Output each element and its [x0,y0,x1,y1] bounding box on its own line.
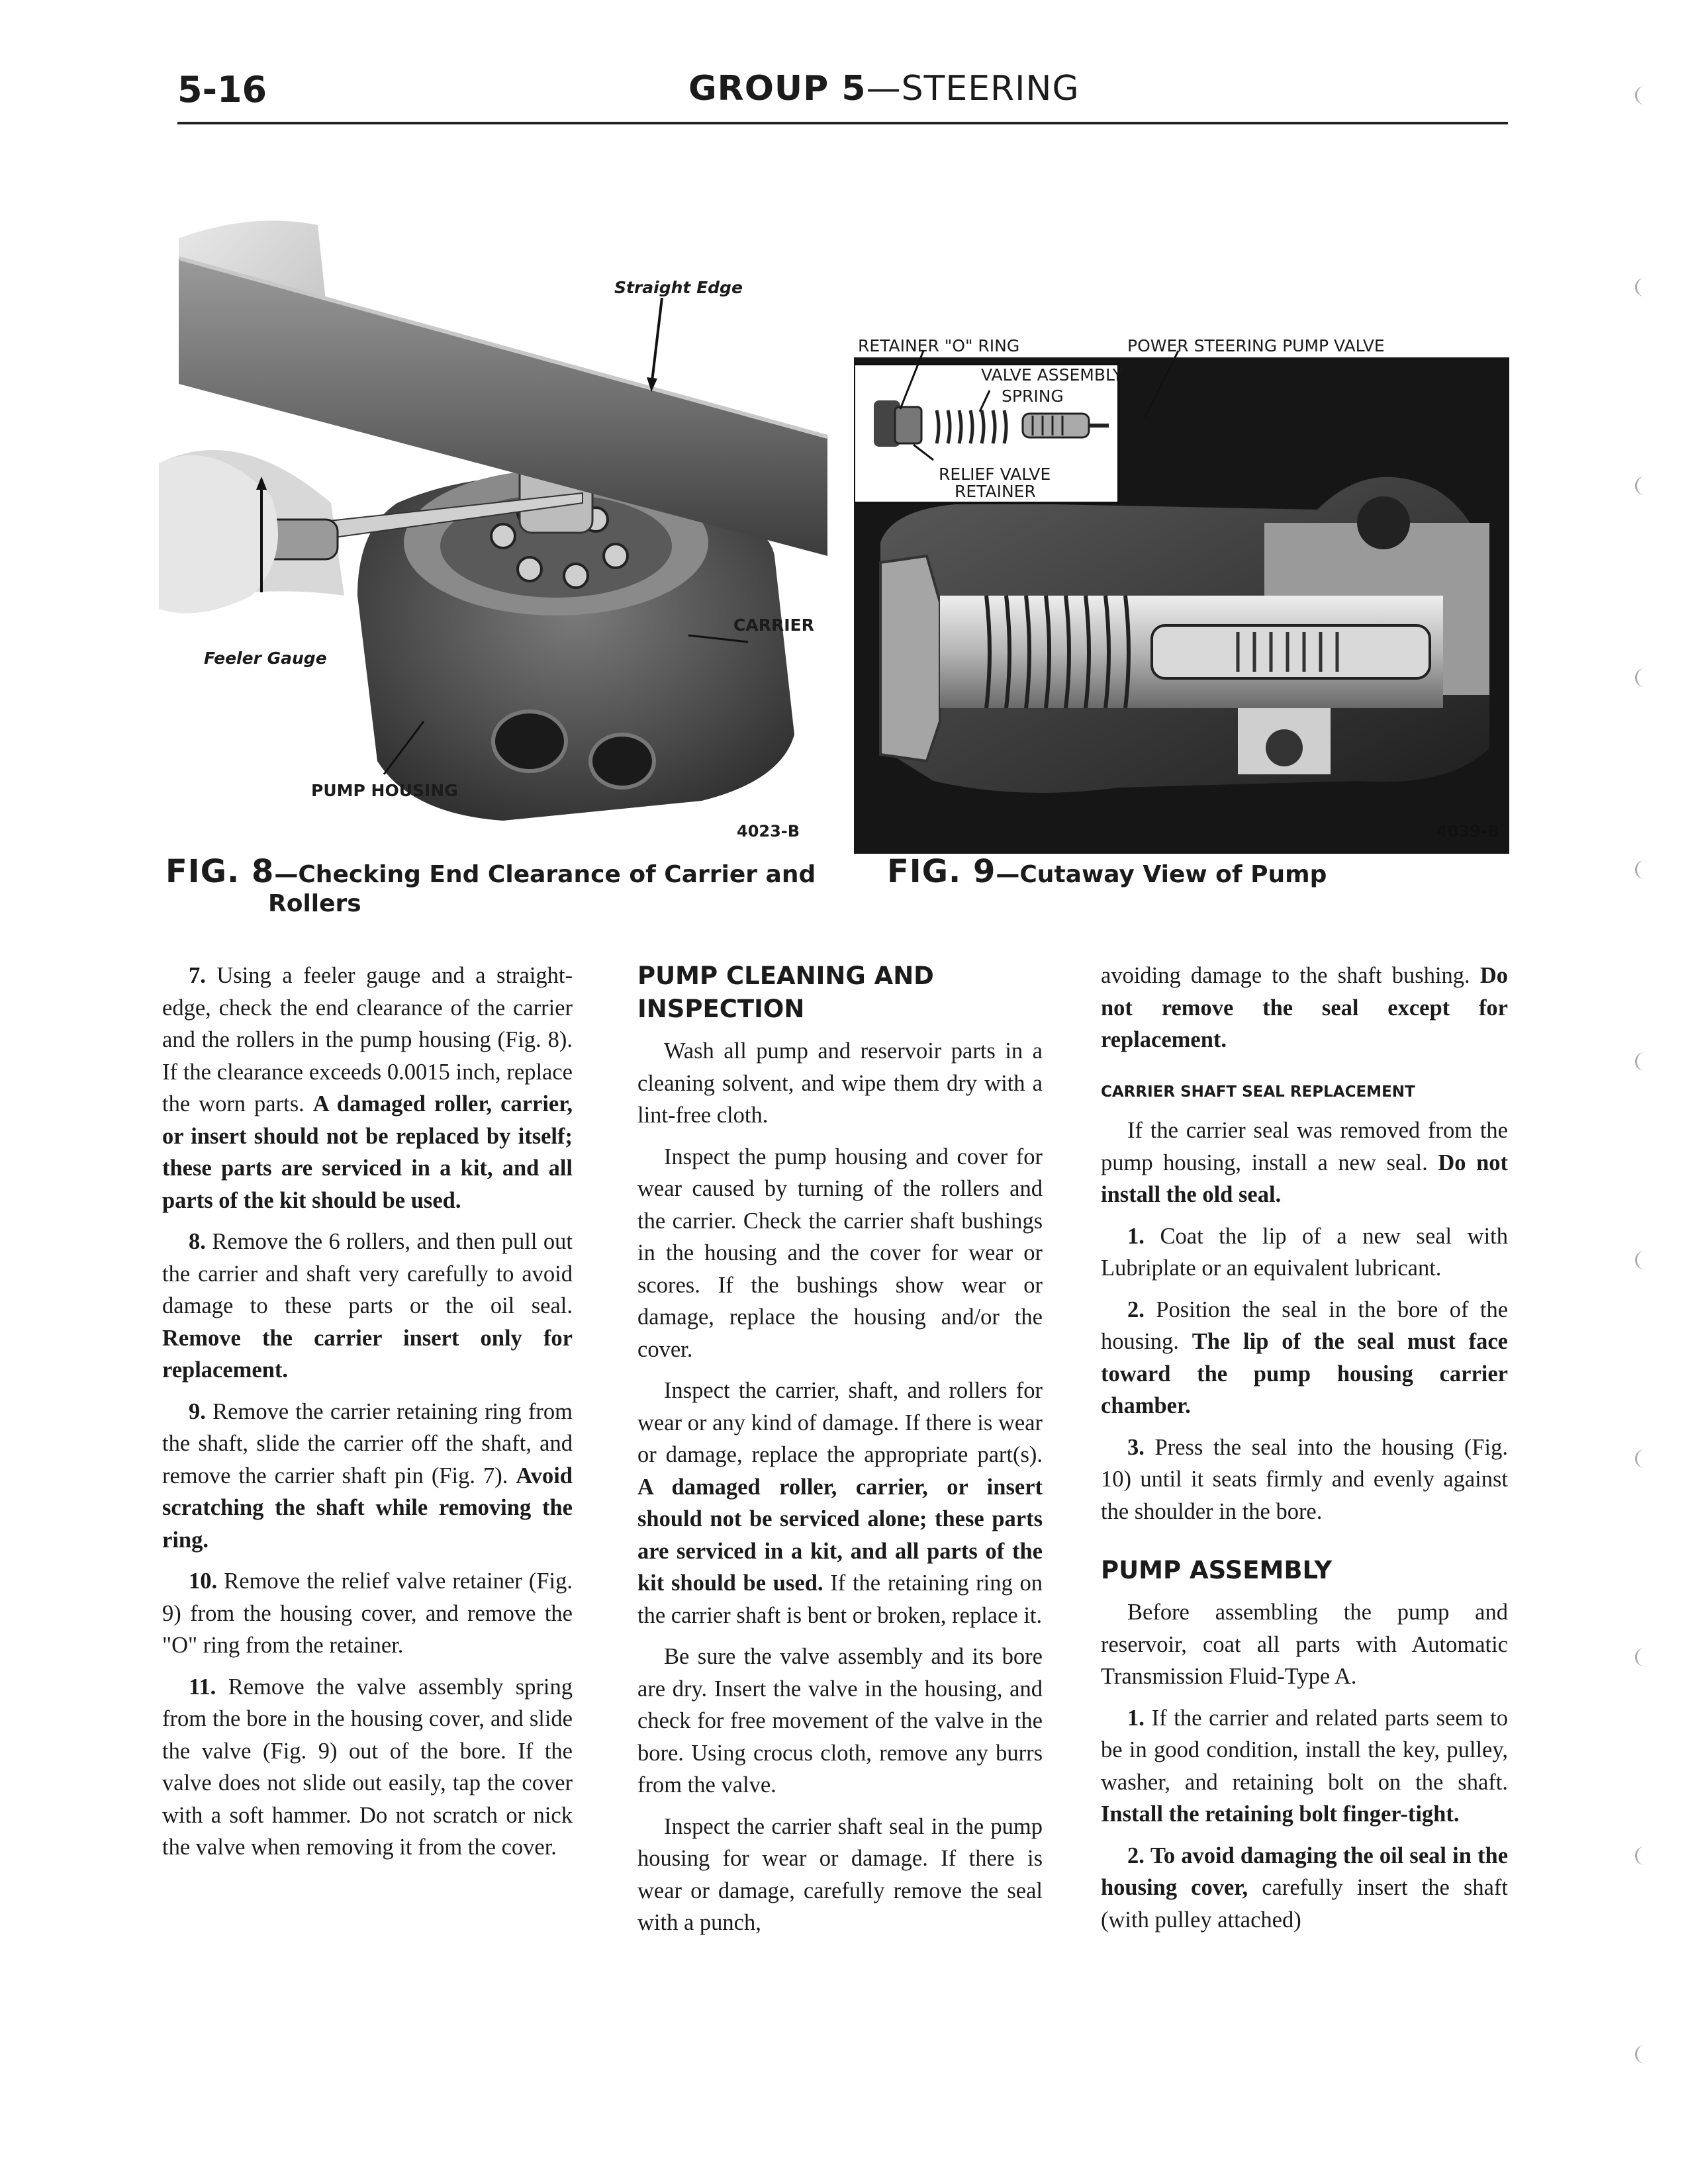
binding-mark [1635,860,1646,879]
figure-9-caption-text: —Cutaway View of Pump [996,861,1327,888]
column-2 [637,960,1043,1948]
binding-mark [1635,278,1646,296]
callout-straight-edge: Straight Edge [614,278,743,297]
binding-mark [1635,1846,1646,1865]
callout-carrier: CARRIER [733,615,814,635]
step-7: 7. Using a feeler gauge and a straight-edge, check the end clearance of the carrier and the rollers in the pump housing (Fig. 8). If the clearance exceeds 0.0015 inch, replace the worn parts. A damaged roller, carrier, or insert should not be replaced by itself; these parts are serviced in a kit, and all parts of the kit should be used. [162,963,573,1213]
callout-retainer: RETAINER [955,482,1036,501]
col2-p3: Inspect the carrier, shaft, and rollers for wear or any kind of damage. If there is wear or damage, replace the appropriate part(s). A damaged roller, carrier, or insert should not be serviced alone; these parts are serviced in a kit, and all parts of the kit should be used. If the retaining ring on the carrier shaft is bent or broken, replace it. [637,1378,1043,1628]
col3-p1: If the carrier seal was removed from the pump housing, install a new seal. Do not install the old seal. [1101,1118,1508,1207]
callout-valve-assembly: VALVE ASSEMBLY [981,365,1123,385]
callout-retainer-o-ring: RETAINER "O" RING [858,336,1020,355]
photo-number-4039b: 4039-B [1436,822,1500,841]
header-rule [177,122,1508,124]
page-number: 5-16 [177,69,267,111]
seal-step-1: 1. Coat the lip of a new seal with Lubriplate or an equivalent lubricant. [1101,1223,1509,1281]
step-11: 11. Remove the valve assembly spring from the bore in the housing cover, and slide the valve (Fig. 9) out of the bore. If the valve does not slide out easily, tap the cover with a soft hammer. Do not scratch or nick the valve when removing it from the cover. [162,1674,573,1860]
binding-mark [1635,1251,1646,1269]
figure-8-label: FIG. 8 [165,853,275,890]
callout-spring: SPRING [1002,387,1064,406]
callout-feeler-gauge: Feeler Gauge [204,649,327,668]
figure-8-caption-line2: Rollers [268,890,361,917]
binding-mark [1635,668,1646,687]
heading-pump-cleaning-inspection: PUMP CLEANING AND INSPECTION [637,962,934,1023]
col3-p2: Before assembling the pump and reservoir, coat all parts with Automatic Transmission Fluid-Type A. [1101,1600,1508,1689]
col2-p1: Wash all pump and reservoir parts in a cleaning solvent, and wipe them dry with a lint-free cloth. [637,1038,1043,1128]
col3-p0: avoiding damage to the shaft bushing. Do not remove the seal except for replacement. [1101,963,1508,1052]
figure-8 [159,185,834,854]
step-8: 8. Remove the 6 rollers, and then pull out the carrier and shaft very carefully to avoid damage to these parts or the oil seal. Remove the carrier insert only for replacement. [162,1229,573,1383]
group-title: —STEERING [866,69,1080,109]
col2-p4: Be sure the valve assembly and its bore are dry. Insert the valve in the housing, and check for free movement of the valve in the bore. Using crocus cloth, remove any burrs from the valve. [637,1644,1043,1797]
seal-step-3: 3. Press the seal into the housing (Fig. 10) until it seats firmly and evenly against the shoulder in the bore. [1101,1434,1509,1524]
callout-pump-housing: PUMP HOUSING [311,781,458,800]
figure-8-caption [165,853,861,919]
figure-9-label: FIG. 9 [887,853,996,890]
col2-p5: Inspect the carrier shaft seal in the pump housing for wear or damage. If there is wear or damage, carefully remove the seal with a punch, [637,1813,1043,1935]
figure-9-caption [887,853,1483,890]
column-3 [1101,960,1508,1945]
col2-p2: Inspect the pump housing and cover for wear caused by turning of the rollers and the carrier. Check the carrier shaft bushings in the housing and the cover for wear or scores. If the bushings show wear or damage, replace the housing and/or the cover. [637,1144,1043,1362]
step-9: 9. Remove the carrier retaining ring from the shaft, slide the carrier off the shaft, and remove the carrier shaft pin (Fig. 7). Avoid scratching the shaft while removing the ring. [162,1398,573,1553]
callout-power-steering-pump-valve: POWER STEERING PUMP VALVE [1127,336,1385,355]
figure-9-photo [854,324,1509,854]
callout-relief-valve: RELIEF VALVE [939,465,1051,484]
heading-pump-assembly: PUMP ASSEMBLY [1101,1556,1333,1584]
binding-mark [1635,1449,1646,1468]
figure-8-caption-line1: —Checking End Clearance of Carrier and [274,861,816,888]
assembly-step-1: 1. If the carrier and related parts seem to be in good condition, install the key, pulley, washer, and retaining bolt on the shaft. Install the retaining bolt finger-tight. [1101,1705,1509,1827]
group-label: GROUP 5 [688,69,867,109]
subheading-carrier-shaft-seal: CARRIER SHAFT SEAL REPLACEMENT [1101,1083,1415,1101]
step-10: 10. Remove the relief valve retainer (Fig. 9) from the housing cover, and remove the "O" ring from the retainer. [162,1569,573,1658]
binding-mark [1635,2045,1646,2064]
assembly-step-2: 2. To avoid damaging the oil seal in the housing cover, carefully insert the shaft (with pulley attached) [1101,1843,1509,1933]
binding-mark [1635,1648,1646,1666]
figure-9 [854,324,1509,854]
seal-step-2: 2. Position the seal in the bore of the housing. The lip of the seal must face toward the pump housing carrier chamber. [1101,1297,1509,1418]
binding-mark [1635,477,1646,495]
binding-mark [1635,1052,1646,1071]
binding-mark [1635,86,1646,105]
running-head [688,69,1080,109]
column-1 [162,960,573,1873]
photo-number-4023b: 4023-B [737,822,800,841]
